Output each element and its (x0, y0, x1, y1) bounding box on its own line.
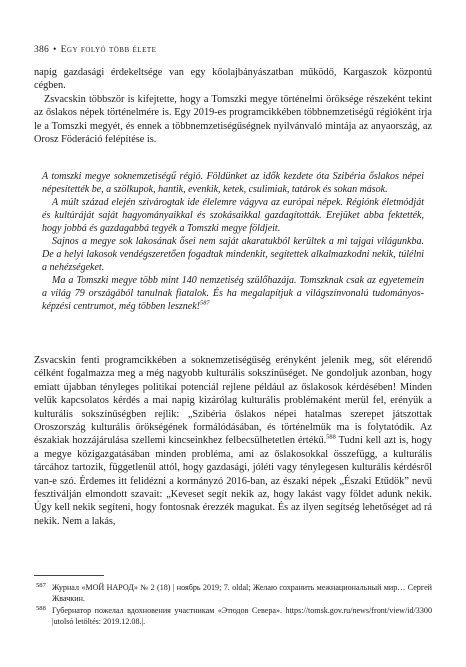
book-title: Egy folyó több élete (60, 44, 157, 55)
footnote-text: Губернатор пожелал вдохновения участникам «Этюдов Севера». https://tomsk.gov.ru/news/front/view/id/3300 |utolsó letöltés: 2019.12.08.|. (52, 606, 432, 626)
main-text (34, 354, 432, 528)
footnote-text: Журнал «МОЙ НАРОД» № 2 (18) | ноябрь 2019; 7. oldal; Желаю сохранить межнациональный мир… Сергей Жвачкин. (52, 583, 432, 603)
quote-paragraph-1: A tomszki megye soknemzetiségű régió. Földünket az idők kezdete óta Szibéria őslakos népei népesítették be, a szölkupok, hantik, evenkik, ketek, csulimiak, tatárok és sokan mások. (42, 171, 424, 195)
footnote (34, 605, 432, 627)
intro-text (34, 66, 432, 146)
block-quote (42, 170, 424, 313)
intro-paragraph: Zsvacskin többször is kifejtette, hogy a Tomszki megye történelmi öröksége részeként tekint az őslakos népek történelmére is. Egy 2019-es programcikkében többnemzetiségű régióként írja le a Tomszki megyét, és ennek a többnemzetiségűségnek nyilvánvaló mintája az anyaország, az Orosz Föderáció felépítése is. (34, 93, 432, 146)
footnote (34, 582, 432, 604)
running-header (34, 44, 156, 55)
main-paragraph (34, 354, 432, 528)
page-number: 386 (34, 44, 49, 55)
quote-paragraph-4 (42, 274, 424, 313)
header-separator: • (53, 44, 57, 55)
main-paragraph-text: Zsvacskin fenti programcikkében a soknemzetiségűség erényként jelenik meg, sőt elérendő célként fogalmazza meg a még nagyobb kulturális sokszínűséget. Ne gondoljuk azonban, hogy emiatt újabban tényleges politikai potenciál rejlene például az őslakosok kérdésében! Minden velük kapcsolatos kérdés a mai napig kizárólag kulturális problémaként merül fel, erényük a kulturális sokszínűségben rejlik: „Szibéria őslakos népei hatalmas szerepet játszottak Oroszország kulturális örökségének formálódásában, és történelmük ma is folytatódik. Az északiak hozzájárulása szellemi kincseinkhez felbecsülhetetlen értékű. (34, 355, 432, 447)
footnote-number: 588 (36, 605, 46, 612)
quote-paragraph-3: Sajnos a megye sok lakosának ősei nem saját akaratukból kerültek a mi tajgai világunkba. De a helyi lakosok vendégszeretően fogadtak mindenkit, segítettek alkalmazkodni nekik, túlélni a nehézségeket. (42, 236, 424, 273)
footnote-ref-587[interactable]: 587 (200, 299, 210, 307)
intro-line: napig gazdasági érdekeltsége van egy kőolajbányászatban működő, Kargaszok központú cégben. (34, 67, 432, 92)
footnotes (34, 582, 432, 628)
main-paragraph-tail: Tudni kell azt is, hogy a megye közigazgatásában minden probléma, ami az őslakosokkal összefügg, a kulturális tárcához tartozik, függetlenül attól, hogy gazdasági, jóléti vagy ténylegesen kulturális kérdésről van-e szó. Érdemes itt felidézni a kormányzó 2016-ban, az északi népek „Északi Etűdök” nevű fesztiválján elmondott szavait: „Keveset segít nekik az, hogy lakást vagy földet adunk nekik. Úgy kell nekik segíteni, hogy fontosnak érezzék magukat. És az ilyen segítség lehetőséget ad rá nekik. Nem a lakás, (34, 435, 432, 527)
footnote-number: 587 (36, 582, 46, 589)
quote-paragraph-2: A múlt század elején szivárogtak ide élelemre vágyva az európai népek. Régiónk életmódját és kultúráját saját hagyományaikkal és szokásaikkal gazdagították. Erejüket abba fektették, hogy jobbá és gazdagabbá tegyék a Tomszki megye földjeit. (42, 197, 424, 234)
footnote-ref-588[interactable]: 588 (326, 434, 336, 442)
footnote-rule (34, 575, 104, 576)
quote-paragraph-4-text: Ma a Tomszki megye több mint 140 nemzetiség szülőhazája. Tomszknak csak az egyetemein a világ 79 országából tanulnak fiatalok. És ha megalapítjuk a világszínvonalú tudományos-képzési centrumot, még többen lesznek! (42, 275, 424, 312)
